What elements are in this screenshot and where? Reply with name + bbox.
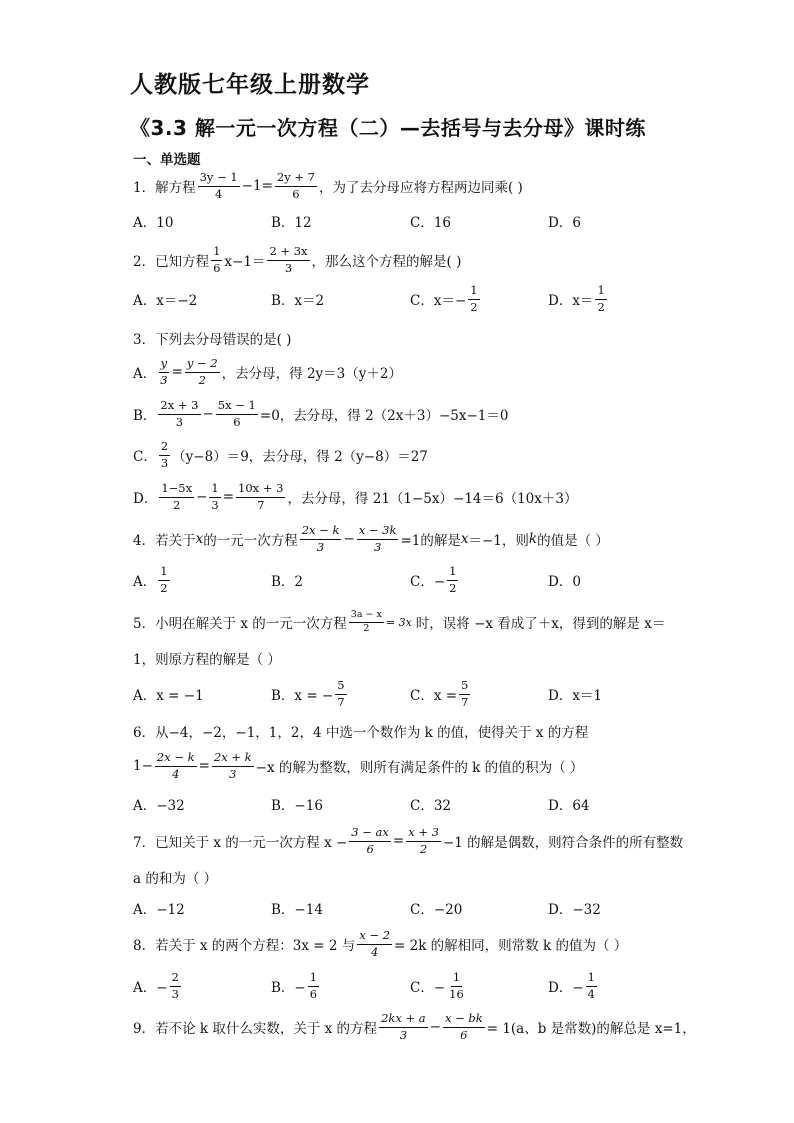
question-5-options	[133, 676, 693, 712]
question-1-stem	[133, 166, 523, 206]
document-title: 人教版七年级上册数学	[130, 72, 370, 98]
option-a[interactable]: A．− $\frac{2}{3}$	[133, 970, 179, 1001]
q1-text: 1．解方程	[133, 180, 196, 196]
q2-text: 2．已知方程	[133, 254, 210, 270]
option-a[interactable]: A．−32	[133, 798, 185, 814]
question-9-stem: 9．若不论 k 取什么实数，关于 x 的方程 $\frac{2kx + a}{3}$ − $\frac{x - bk}{6}$ = 1(a、b 是常数)的解总是 x=1，	[133, 1011, 696, 1042]
option-c[interactable]: C．32	[410, 798, 452, 814]
question-4-stem: 4．若关于 x 的一元一次方程 $\frac{2x - k}{3}$ − $\frac{x - 3k}{3}$ =1的解是 x ＝−1，则 k 的值是（ ）	[133, 523, 609, 554]
option-c[interactable]: C．16	[410, 215, 452, 231]
option-c[interactable]: C．−20	[410, 902, 463, 918]
question-5-stem-continued: 1，则原方程的解是（ ）	[133, 652, 281, 668]
option-a[interactable]: A．10	[133, 215, 174, 231]
q2-text: ，那么这个方程的解是( )	[311, 254, 462, 270]
q1-fraction-2: $\frac{2y + 7}{6}$	[276, 170, 315, 201]
question-3-option-b[interactable]: B． $\frac{2x + 3}{3}$ − $\frac{5x - 1}{6}$ =0，去分母，得 2（2x＋3）−5x−1＝0	[133, 398, 509, 429]
option-b[interactable]: B．− $\frac{1}{6}$	[271, 970, 318, 1001]
option-d[interactable]: D．6	[548, 215, 581, 231]
q2-fraction-1: $\frac{1}{6}$	[213, 244, 221, 275]
option-c[interactable]: C．x＝− $\frac{1}{2}$	[410, 283, 478, 314]
question-6-options	[133, 786, 693, 822]
option-b[interactable]: B．12	[271, 215, 312, 231]
option-d[interactable]: D．x＝1	[548, 688, 603, 704]
option-b[interactable]: B．2	[271, 574, 304, 590]
option-c[interactable]: C．− $\frac{1}{2}$	[410, 564, 457, 595]
option-c[interactable]: C．− $\frac{1}{16}$	[410, 970, 464, 1001]
option-d[interactable]: D．64	[548, 798, 590, 814]
question-8-options	[133, 968, 693, 1004]
question-1-options	[133, 203, 693, 239]
question-3-option-a[interactable]: A． $\frac{y}{3}$ = $\frac{y - 2}{2}$ ，去分母，得 2y＝3（y＋2）	[133, 356, 402, 387]
option-b[interactable]: B．−14	[271, 902, 323, 918]
question-4-options	[133, 562, 693, 598]
question-7-stem: 7．已知关于 x 的一元一次方程 x − $\frac{3 - ax}{6}$ = $\frac{x + 3}{2}$ −1 的解是偶数，则符合条件的所有整数	[133, 825, 684, 856]
q1-text: −1=	[241, 178, 273, 194]
q2-fraction-2: $\frac{2 + 3x}{3}$	[269, 244, 308, 275]
question-2-options	[133, 281, 693, 317]
option-b[interactable]: B．x = − $\frac{5}{7}$	[271, 678, 345, 709]
q1-fraction-1: $\frac{3y - 1}{4}$	[199, 170, 238, 201]
question-8-stem: 8．若关于 x 的两个方程：3x = 2 与 $\frac{x - 2}{4}$ = 2k 的解相同，则常数 k 的值为（ ）	[133, 928, 628, 959]
option-d[interactable]: D．− $\frac{1}{4}$	[548, 970, 595, 1001]
question-3-option-c[interactable]: C． $\frac{2}{3}$ （y−8）＝9，去分母，得 2（y−8）＝27	[133, 439, 428, 470]
option-d[interactable]: D．0	[548, 574, 581, 590]
q2-text: x−1＝	[224, 254, 266, 270]
option-d[interactable]: D．x＝ $\frac{1}{2}$	[548, 283, 605, 314]
document-subtitle: 《3.3 解一元一次方程（二）—去括号与去分母》课时练	[130, 116, 646, 140]
question-7-stem-continued: a 的和为（ ）	[133, 871, 218, 887]
question-3-option-d[interactable]: D． $\frac{1-5x}{2}$ − $\frac{1}{3}$ = $\frac{10x + 3}{7}$ ，去分母，得 21（1−5x）−14＝6（10x＋3）	[133, 481, 578, 512]
option-a[interactable]: A．−12	[133, 902, 185, 918]
question-6-equation: 1− $\frac{2x - k}{4}$ = $\frac{2x + k}{3}$ −x 的解为整数，则所有满足条件的 k 的值的积为（ ）	[133, 750, 584, 781]
section-heading: 一、单选题	[133, 152, 201, 168]
option-c[interactable]: C．x = $\frac{5}{7}$	[410, 678, 469, 709]
question-5-stem: 5．小明在解关于 x 的一元一次方程 $\frac{3a - x}{2}$ = 3x 时，误将 −x 看成了＋x，得到的解是 x＝	[133, 608, 666, 634]
option-b[interactable]: B．−16	[271, 798, 323, 814]
option-b[interactable]: B．x＝2	[271, 293, 325, 309]
q1-text: ，为了去分母应将方程两边同乘( )	[318, 180, 523, 196]
question-6-stem: 6．从−4，−2，−1，1，2，4 中选一个数作为 k 的值，使得关于 x 的方程	[133, 725, 589, 741]
option-a[interactable]: A．x＝−2	[133, 293, 198, 309]
question-3-stem: 3．下列去分母错误的是( )	[133, 332, 292, 348]
option-a[interactable]: A．x = −1	[133, 688, 204, 704]
question-2-stem	[133, 240, 461, 280]
option-a[interactable]: A． $\frac{1}{2}$	[133, 564, 168, 595]
question-7-options	[133, 890, 693, 926]
option-d[interactable]: D．−32	[548, 902, 601, 918]
